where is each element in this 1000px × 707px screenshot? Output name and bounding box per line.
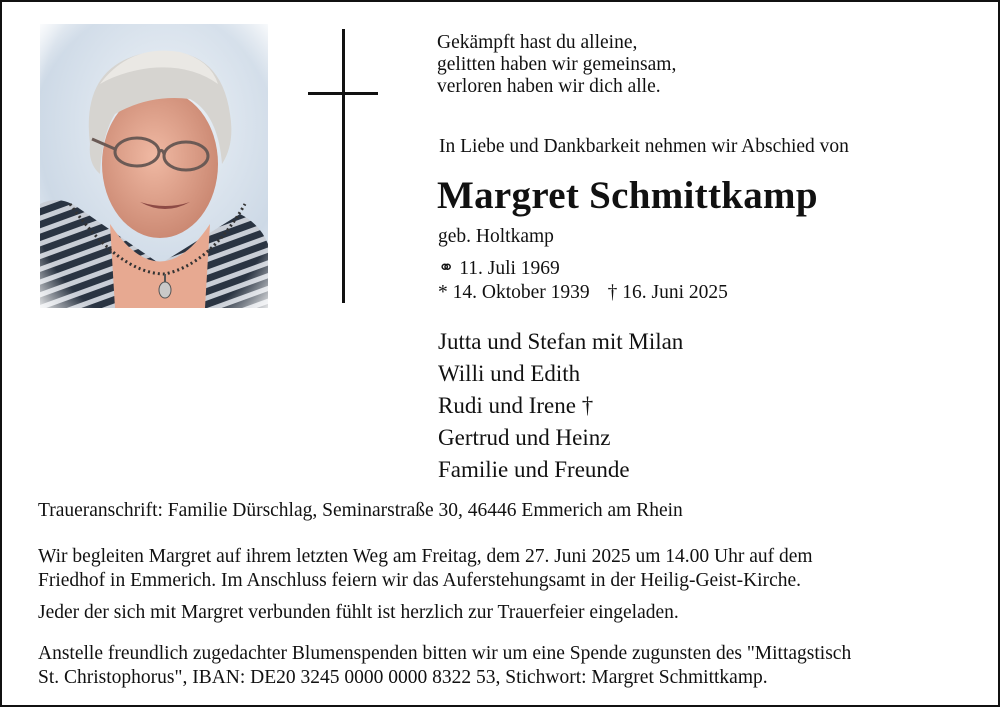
mourner-item: Willi und Edith (438, 361, 581, 386)
cross-icon-horizontal (308, 92, 378, 95)
motto-line: verloren haben wir dich alle. (437, 76, 661, 97)
motto-line: Gekämpft hast du alleine, (437, 32, 638, 53)
cross-icon-vertical (342, 29, 345, 303)
motto-verse (437, 32, 676, 98)
mourner-item: Familie und Freunde (438, 457, 630, 482)
maiden-name: geb. Holtkamp (438, 226, 554, 247)
text-line: St. Christophorus", IBAN: DE20 3245 0000 0000 8322 53, Stichwort: Margret Schmittkamp. (38, 667, 768, 688)
birth-date: * 14. Oktober 1939 (438, 282, 590, 303)
motto-line: gelitten haben wir gemeinsam, (437, 54, 677, 75)
mourner-item: Gertrud und Heinz (438, 425, 611, 450)
mourning-address: Traueranschrift: Familie Dürschlag, Seminarstraße 30, 46446 Emmerich am Rhein (38, 500, 683, 521)
text-line: Friedhof in Emmerich. Im Anschluss feiern wir das Auferstehungsamt in der Heilig-Geist-Kirche. (38, 570, 802, 591)
text-line: Anstelle freundlich zugedachter Blumenspenden bitten wir um eine Spende zugunsten des "Mittagstisch (38, 643, 852, 664)
funeral-service-text (38, 545, 813, 593)
deceased-name: Margret Schmittkamp (437, 174, 818, 217)
invitation-text: Jeder der sich mit Margret verbunden fühlt ist herzlich zur Trauerfeier eingeladen. (38, 602, 679, 623)
mourner-item: Jutta und Stefan mit Milan (438, 329, 684, 354)
life-dates (438, 282, 728, 304)
death-date: † 16. Juni 2025 (607, 282, 728, 303)
farewell-intro: In Liebe und Dankbarkeit nehmen wir Abschied von (439, 136, 849, 157)
donation-text (38, 642, 851, 690)
mourners-list (438, 326, 683, 486)
portrait-photo (40, 24, 268, 308)
text-line: Wir begleiten Margret auf ihrem letzten Weg am Freitag, dem 27. Juni 2025 um 14.00 Uhr auf dem (38, 546, 813, 567)
wedding-date-value: 11. Juli 1969 (459, 258, 560, 279)
wedding-date (438, 256, 560, 280)
mourner-item: Rudi und Irene † (438, 393, 594, 418)
wedding-rings-icon: ⚭ (438, 258, 455, 279)
